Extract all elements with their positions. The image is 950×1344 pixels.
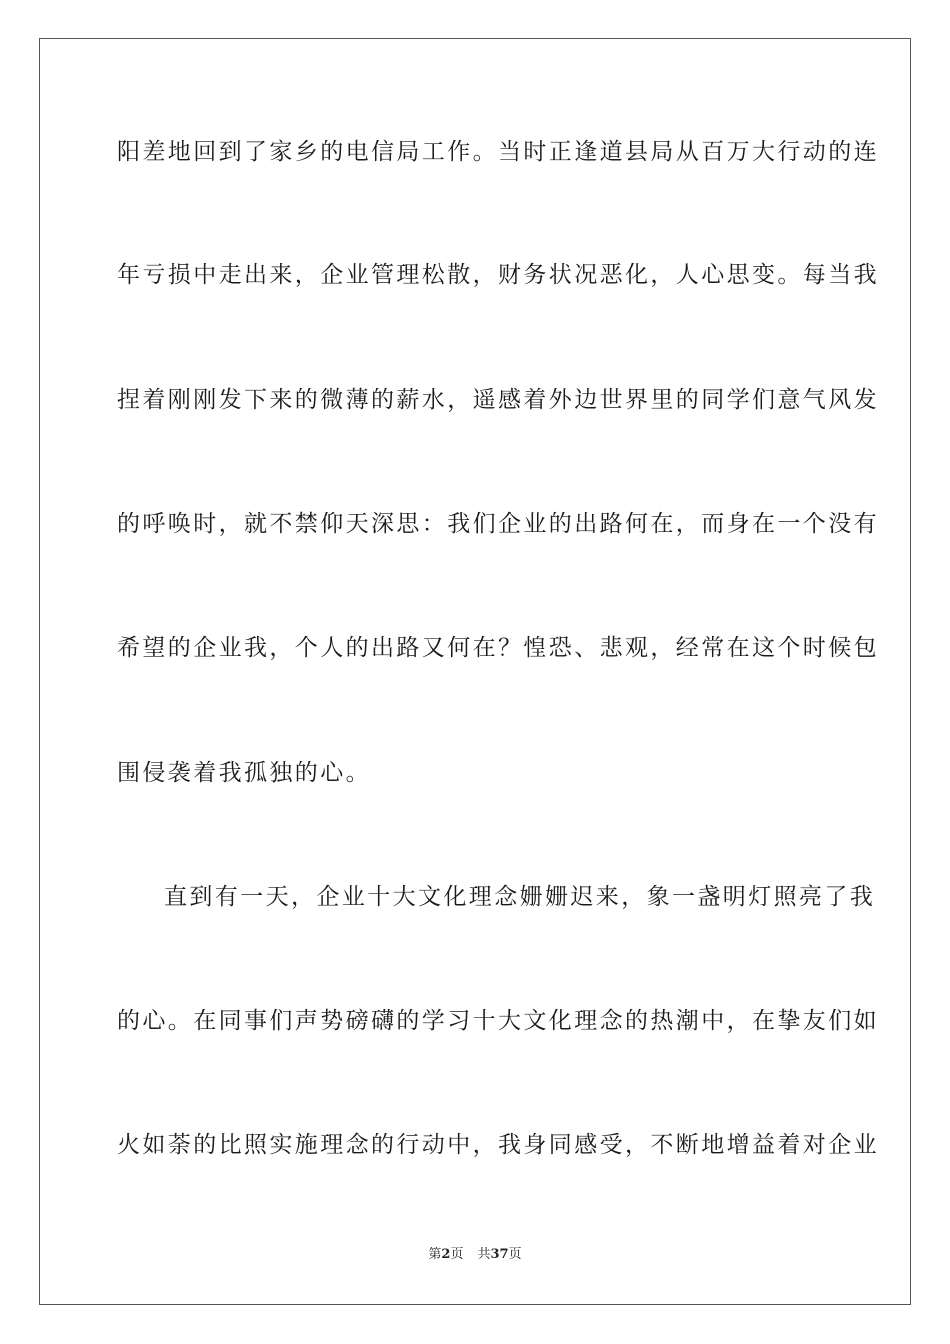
page-border [39,38,911,1305]
paragraph-line: 直到有一天，企业十大文化理念姗姗迟来，象一盏明灯照亮了我 [164,884,876,910]
page-number: 2 [441,1247,451,1262]
page-footer [0,1246,950,1264]
paragraph-line: 捏着刚刚发下来的微薄的薪水，遥感着外边世界里的同学们意气风发 [117,387,879,413]
paragraph-line: 火如荼的比照实施理念的行动中，我身同感受，不断地增益着对企业 [117,1132,879,1158]
paragraph-line: 围侵袭着我孤独的心。 [117,760,371,786]
paragraph-line: 的心。在同事们声势磅礴的学习十大文化理念的热潮中，在挚友们如 [117,1008,879,1034]
paragraph-line: 年亏损中走出来，企业管理松散，财务状况恶化，人心思变。每当我 [117,262,879,288]
paragraph-line: 希望的企业我，个人的出路又何在？惶恐、悲观，经常在这个时候包 [117,635,879,661]
paragraph-line: 阳差地回到了家乡的电信局工作。当时正逢道县局从百万大行动的连 [117,139,879,165]
page-suffix: 页 [450,1247,464,1262]
total-prefix: 共 [477,1247,491,1262]
total-suffix: 页 [508,1247,522,1262]
total-pages: 37 [490,1247,509,1262]
paragraph-line: 的呼唤时，就不禁仰天深思：我们企业的出路何在，而身在一个没有 [117,511,879,537]
page-prefix: 第 [428,1247,442,1262]
